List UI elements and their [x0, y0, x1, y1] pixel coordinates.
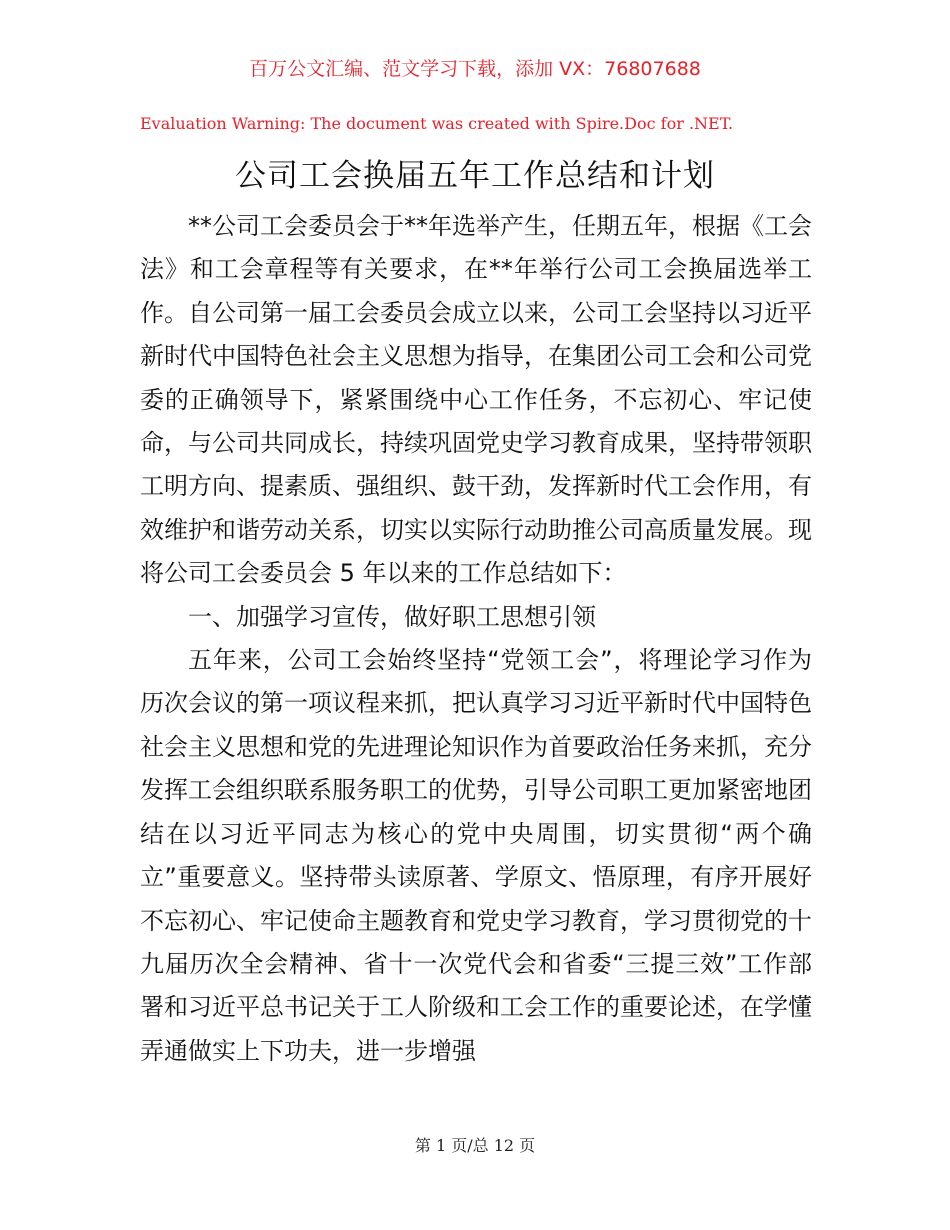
page-indicator: 第 1 页/总 12 页	[414, 1136, 536, 1155]
paragraph-study: 五年来，公司工会始终坚持“党领工会”，将理论学习作为历次会议的第一项议程来抓，把认真学习习近平新时代中国特色社会主义思想和党的先进理论知识作为首要政治任务来抓，充分发挥工会组织联系服务职工的优势，引导公司职工更加紧密地团结在以习近平同志为核心的党中央周围，切实贯彻“两个确立”重要意义。坚持带头读原著、学原文、悟原理，有序开展好不忘初心、牢记使命主题教育和党史学习教育，学习贯彻党的十九届历次全会精神、省十一次党代会和省委“三提三效”工作部署和习近平总书记关于工人阶级和工会工作的重要论述，在学懂弄通做实上下功夫，进一步增强	[140, 646, 812, 1065]
document-title: 公司工会换届五年工作总结和计划	[235, 158, 715, 194]
document-body	[140, 205, 812, 1073]
section-heading-1: 一、加强学习宣传，做好职工思想引领	[188, 602, 596, 631]
header-banner: 百万公文汇编、范文学习下载，添加 VX：76807688	[249, 58, 701, 80]
evaluation-warning: Evaluation Warning: The document was created with Spire.Doc for .NET.	[140, 114, 734, 133]
paragraph-intro: **公司工会委员会于**年选举产生，任期五年，根据《工会法》和工会章程等有关要求，在**年举行公司工会换届选举工作。自公司第一届工会委员会成立以来，公司工会坚持以习近平新时代中国特色社会主义思想为指导，在集团公司工会和公司党委的正确领导下，紧紧围绕中心工作任务，不忘初心、牢记使命，与公司共同成长，持续巩固党史学习教育成果，坚持带领职工明方向、提素质、强组织、鼓干劲，发挥新时代工会作用，有效维护和谐劳动关系，切实以实际行动助推公司高质量发展。现将公司工会委员会 5 年以来的工作总结如下：	[140, 212, 812, 588]
